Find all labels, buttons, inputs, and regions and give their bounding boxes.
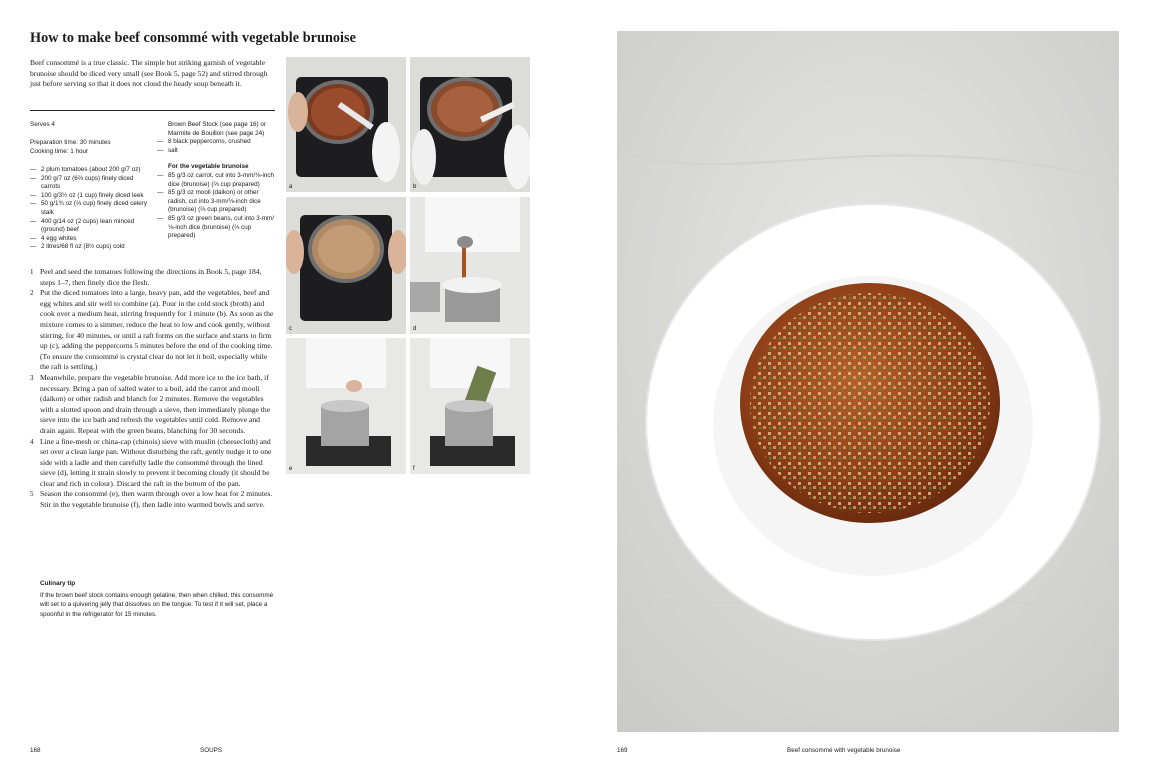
method-steps [30, 267, 276, 511]
step-text: Line a fine-mesh or china-cap (chinois) sieve with muslin (cheesecloth) and set over a clean large pan. Without disturbing the raft, gently nudge it to one side with a ladle and then carefully ladle the consommé through the lined sieve (d), letting it strain slowly to prevent it becoming cloudy (it should be clear and rich in colour). Discard the raft in the bottom of the pan. [40, 436, 272, 488]
section-footer: SOUPS [200, 747, 223, 754]
page-number: 169 [617, 747, 628, 754]
ingredients-list-right [157, 121, 279, 241]
ingredient-item: — 8 black peppercorns, crushed [157, 138, 279, 147]
step-photo-b [410, 57, 530, 192]
intro-paragraph: Beef consommé is a true classic. The simple but striking garnish of vegetable brunoise should be diced very small (see Book 5, page 52) and stirred through just before serving so that it does not cloud the heady soup beneath it. [30, 58, 268, 89]
step-text: Meanwhile, prepare the vegetable brunoise. Add more ice to the ice bath, if necessary. Bring a pan of salted water to a boil, add the carrot and mooli (daikon) or other radish and blanch for 2 minutes. Remove the vegetables with a slotted spoon and drain through a sieve, then immediately plunge the sieve into the ice bath and refresh the vegetables until cold. Remove and drain again. Repeat with the green beans, blanching for 30 seconds. [40, 372, 271, 435]
step-number: 4 [30, 437, 34, 446]
method-step [30, 489, 276, 510]
photo-b-image [410, 57, 530, 192]
photo-a-image [286, 57, 406, 192]
divider [30, 110, 275, 111]
photo-label: f [413, 466, 415, 472]
ingredient-item: — 85 g/3 oz green beans, cut into 3-mm/⅛-inch dice (brunoise) (⅔ cup prepared) [157, 215, 279, 241]
photo-label: c [289, 326, 292, 332]
step-number: 5 [30, 490, 34, 499]
photo-f-image [410, 338, 530, 474]
ingredient-item: — 100 g/3½ oz (1 cup) finely diced leek [30, 192, 148, 201]
photo-e-image [286, 338, 406, 474]
consomme-photo [617, 31, 1119, 732]
method-step [30, 373, 276, 437]
method-step [30, 288, 276, 373]
ingredient-item: — 2 litres/68 fl oz (8½ cups) cold [30, 243, 148, 252]
method-step [30, 437, 276, 490]
ingredients-list-left [30, 166, 148, 252]
ingredient-item: — 4 egg whites [30, 235, 148, 244]
ingredient-item: — 85 g/3 oz mooli (daikon) or other radish, cut into 3-mm/⅛-inch dice (brunoise) (⅔ cup prepared) [157, 189, 279, 215]
serves: Serves 4 [30, 121, 55, 128]
right-page [576, 0, 1151, 778]
vegetable-heading: For the vegetable brunoise [168, 163, 249, 171]
step-photo-c [286, 197, 406, 334]
step-number: 2 [30, 289, 34, 298]
step-text: Season the consommé (e), then warm through over a low heat for 2 minutes. Stir in the vegetable brunoise (f), then ladle into warmed bowls and serve. [40, 489, 273, 510]
consomme-bowl-image [617, 31, 1119, 732]
left-page [0, 0, 575, 778]
method-step [30, 267, 276, 288]
photo-label: e [289, 466, 293, 472]
tip-text: If the brown beef stock contains enough gelatine, then when chilled, this consommé will set to a quivering jelly that dissolves on the tongue. To test if it will set, place a spoonful in the refrigerator for 15 minutes. [40, 592, 274, 618]
page-number: 168 [30, 747, 41, 754]
photo-label: a [289, 184, 293, 190]
step-text: Peel and seed the tomatoes following the directions in Book 5, page 184, steps 1–7, then finely dice the flesh. [40, 267, 262, 287]
step-number: 3 [30, 373, 34, 382]
photo-label: b [413, 184, 417, 190]
ingredient-item: — salt [157, 147, 279, 156]
photo-c-image [286, 197, 406, 334]
ingredient-item: — 2 plum tomatoes (about 200 g/7 oz) [30, 166, 148, 175]
prep-time: Preparation time: 30 minutes [30, 139, 111, 146]
step-photo-a [286, 57, 406, 192]
cook-time: Cooking time: 1 hour [30, 147, 89, 155]
step-text: Put the diced tomatoes into a large, heavy pan, add the vegetables, beef and egg whites and stir well to combine (a). Pour in the cold stock (broth) and cook over a medium heat, stirring frequently for 1 minute (b). As soon as the mixture comes to a simmer, reduce the heat to low and cook gently, without stirring, for 40 minutes, or until a raft forms on the surface and starts to firm up (c), adding the peppercorns 5 minutes before the end of the cooking time. (To ensure the consommé is crystal clear do not let it boil, especially while the raft is settling.) [40, 288, 274, 372]
page-title: How to make beef consommé with vegetable brunoise [30, 30, 356, 46]
tip-title: Culinary tip [40, 580, 76, 587]
ingredient-stock: Brown Beef Stock (see page 16) or Marmite de Bouillon (see page 24) [168, 121, 267, 137]
running-title: Beef consommé with vegetable brunoise [787, 747, 901, 754]
ingredient-item: — 85 g/3 oz carrot, cut into 3-mm/⅛-inch dice (brunoise) (⅔ cup prepared) [157, 172, 279, 189]
step-photo-e [286, 338, 406, 474]
ingredient-item: — 200 g/7 oz (6⅔ cups) finely diced carrots [30, 175, 148, 192]
timing [30, 139, 111, 156]
photo-d-image [410, 197, 530, 334]
step-photo-d [410, 197, 530, 334]
photo-label: d [413, 326, 417, 332]
ingredient-item: — 50 g/1¾ oz (⅔ cup) finely diced celery stalk [30, 200, 148, 217]
step-photo-f [410, 338, 530, 474]
ingredient-item: — 400 g/14 oz (2 cups) lean minced (ground) beef [30, 218, 148, 235]
step-number: 1 [30, 268, 34, 276]
